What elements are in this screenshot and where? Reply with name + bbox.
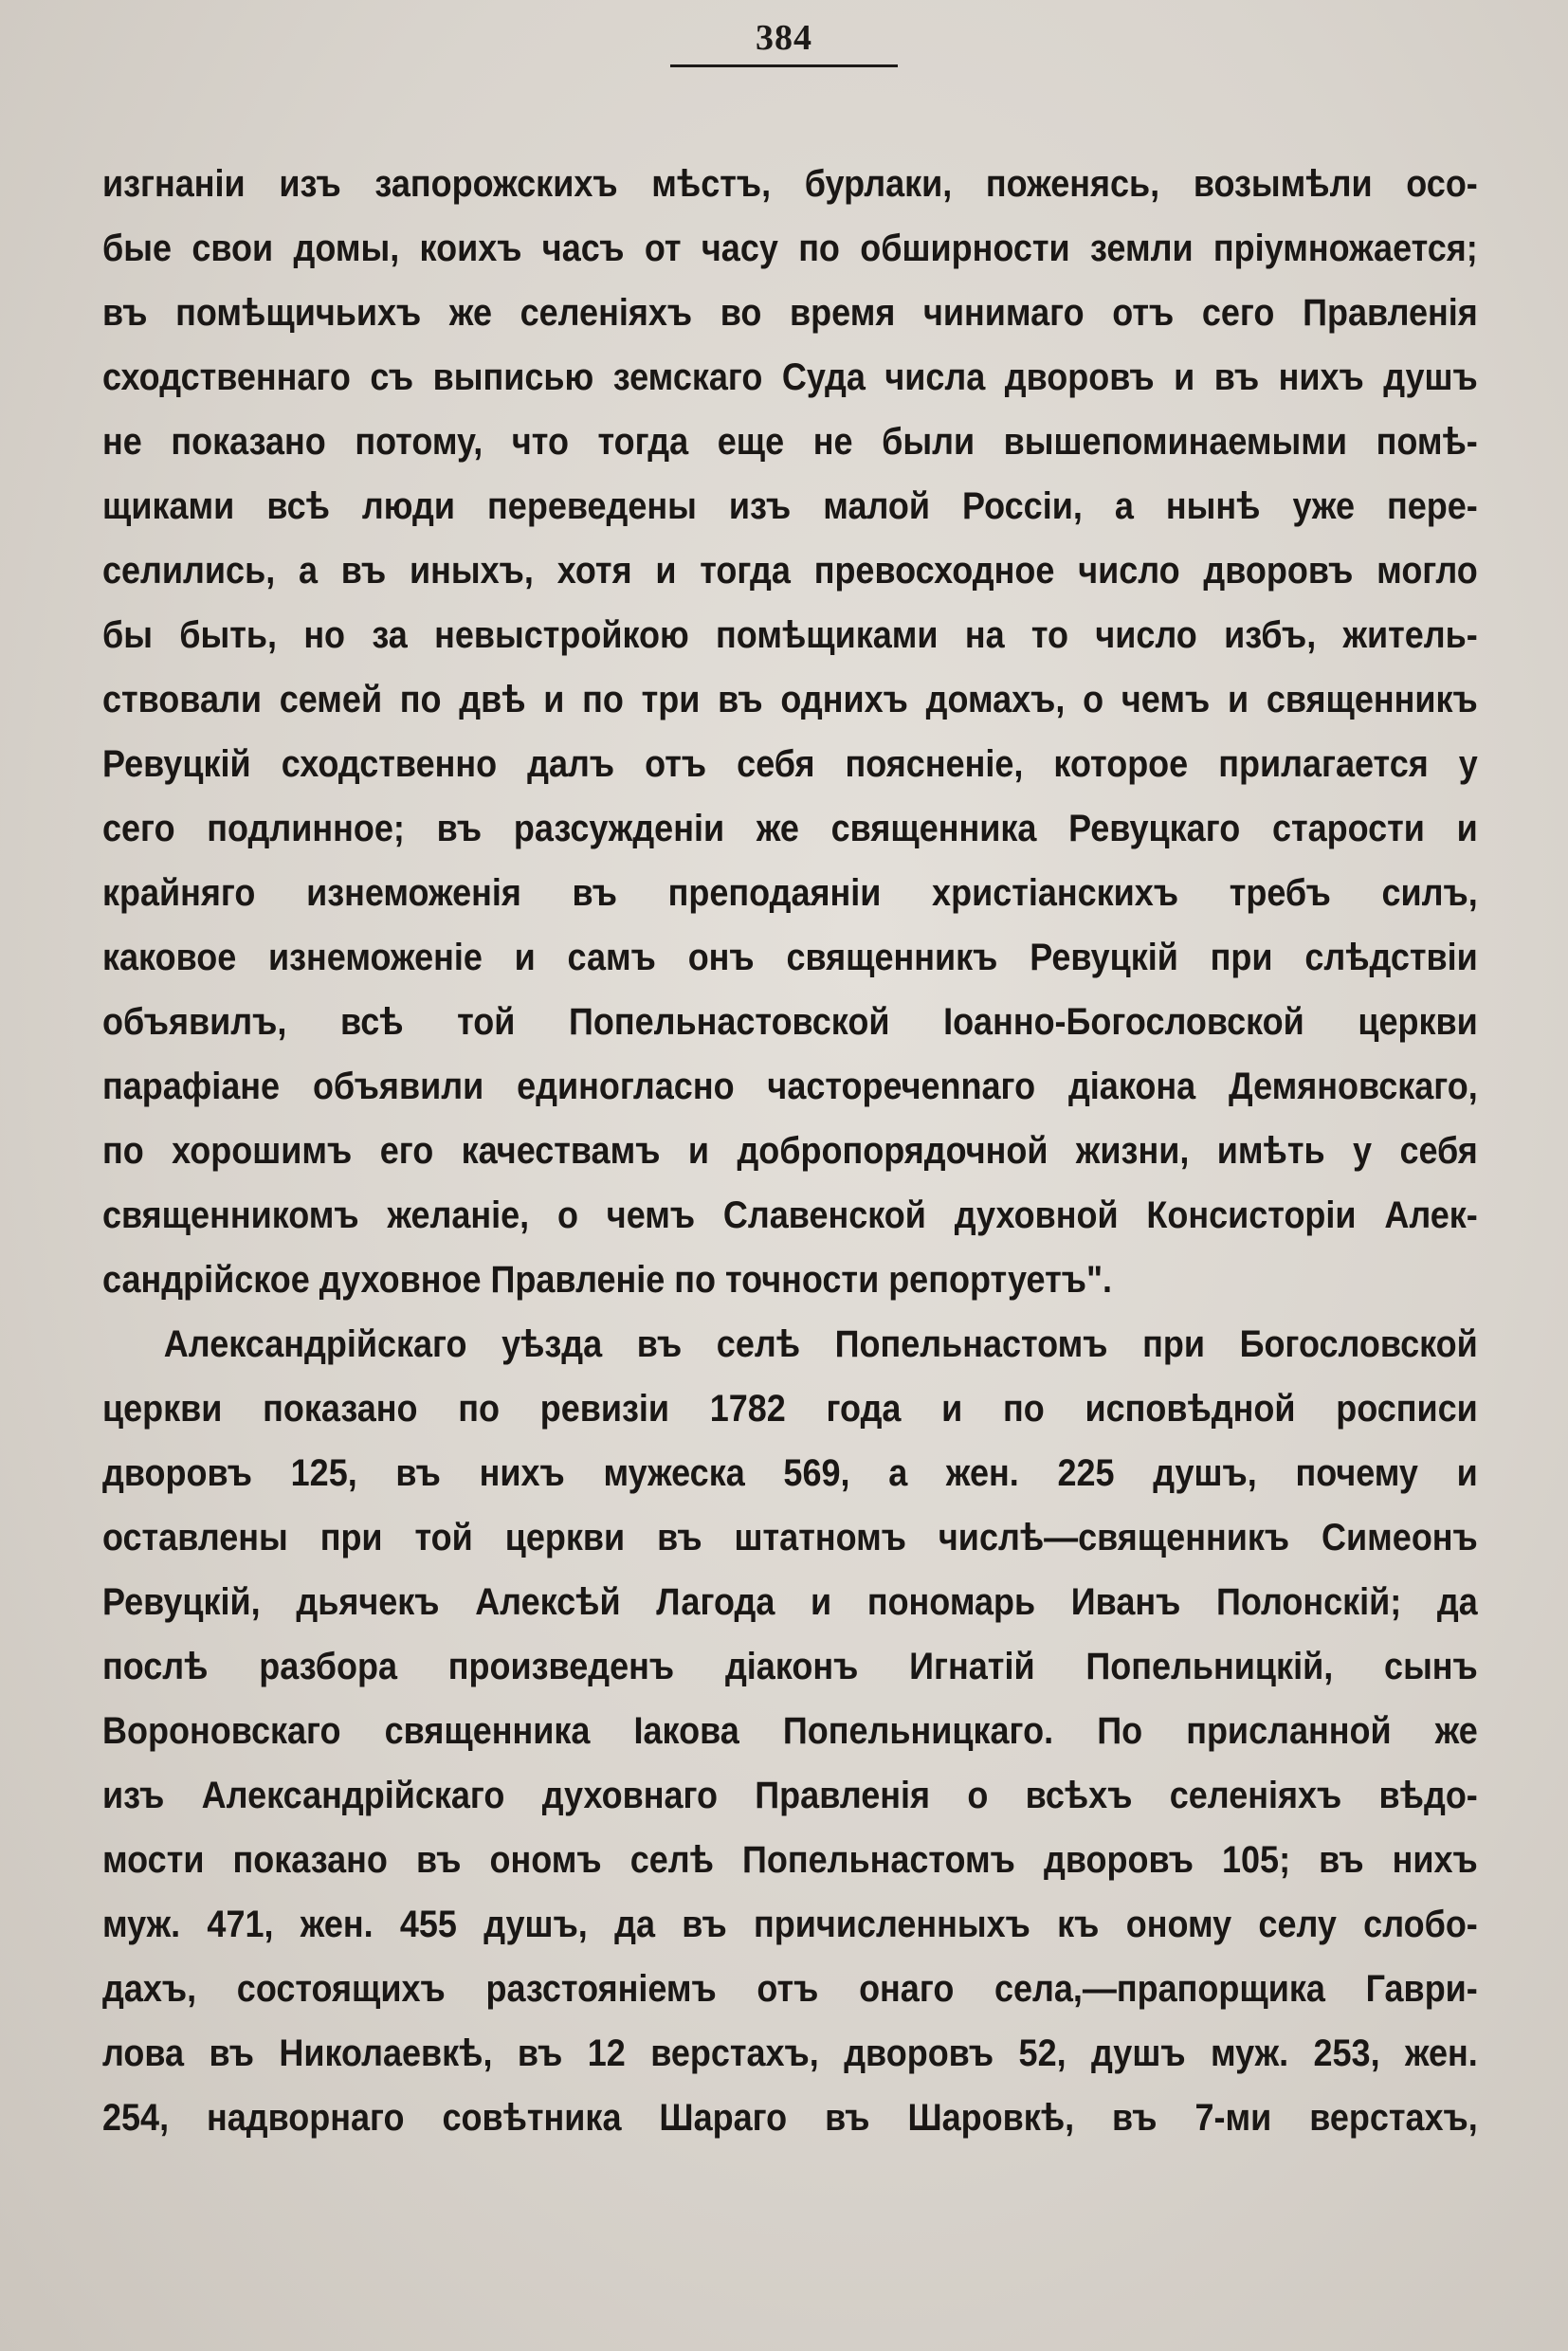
text-line: изгнаніи изъ запорожскихъ мѣстъ, бурлаки, поженясь, возымѣли осо- [102, 163, 1478, 205]
text-line: объявилъ, всѣ той Попельнастовской Іоанно-Богословской церкви [102, 1001, 1478, 1043]
text-line: сего подлинное; въ разсужденіи же священника Ревуцкаго старости и [102, 808, 1478, 849]
text-line: въ помѣщичьихъ же селеніяхъ во время чинимаго отъ сего Правленія [102, 292, 1478, 334]
text-line: крайняго изнеможенія въ преподаяніи христіанскихъ требъ силъ, [102, 872, 1478, 914]
text-line: церкви показано по ревизіи 1782 года и по исповѣдной росписи [102, 1388, 1478, 1430]
text-line: священникомъ желаніе, о чемъ Славенской духовной Консисторіи Алек- [102, 1194, 1478, 1236]
text-line: оставлены при той церкви въ штатномъ числѣ—священникъ Симеонъ [102, 1517, 1478, 1558]
text-line: не показано потому, что тогда еще не были вышепоминаемыми помѣ- [102, 421, 1478, 463]
text-line: дахъ, состоящихъ разстояніемъ отъ онаго села,—прапорщика Гаври- [102, 1968, 1478, 2010]
page-text [102, 152, 1478, 2150]
text-line: Ревуцкій сходственно далъ отъ себя поясненіе, которое прилагается у [102, 743, 1478, 785]
text-line: 254, надворнаго совѣтника Шараго въ Шаровкѣ, въ 7-ми верстахъ, [102, 2097, 1478, 2139]
text-line: муж. 471, жен. 455 душъ, да въ причисленныхъ къ оному селу слобо- [102, 1904, 1478, 1945]
text-line: каковое изнеможеніе и самъ онъ священникъ Ревуцкій при слѣдствіи [102, 937, 1478, 978]
text-line: Александрійскаго уѣзда въ селѣ Попельнастомъ при Богословской [163, 1323, 1478, 1365]
text-line: послѣ разбора произведенъ діаконъ Игнатій Попельницкій, сынъ [102, 1646, 1478, 1687]
text-line: бые свои домы, коихъ часъ от часу по обширности земли пріумножается; [102, 228, 1478, 269]
text-line: изъ Александрійскаго духовнаго Правленія о всѣхъ селеніяхъ вѣдо- [102, 1775, 1478, 1816]
text-line: сандрійское духовное Правленіе по точности репортуетъ". [102, 1259, 1113, 1301]
text-line: Ревуцкій, дьячекъ Алексѣй Лагода и пономарь Иванъ Полонскій; да [102, 1581, 1478, 1623]
text-line: щиками всѣ люди переведены изъ малой Россіи, а нынѣ уже пере- [102, 485, 1478, 527]
text-line: селились, а въ иныхъ, хотя и тогда превосходное число дворовъ могло [102, 550, 1478, 592]
text-line: ствовали семей по двѣ и по три въ однихъ домахъ, о чемъ и священникъ [102, 679, 1478, 720]
text-line: мости показано въ ономъ селѣ Попельнастомъ дворовъ 105; въ нихъ [102, 1839, 1478, 1881]
text-line: сходственнаго съ выписью земскаго Суда числа дворовъ и въ нихъ душъ [102, 356, 1478, 398]
text-line: по хорошимъ его качествамъ и добропорядочной жизни, имѣть у себя [102, 1130, 1478, 1172]
text-line: лова въ Николаевкѣ, въ 12 верстахъ, дворовъ 52, душъ муж. 253, жен. [102, 2032, 1478, 2074]
text-line: Вороновскаго священника Іакова Попельницкаго. По присланной же [102, 1710, 1478, 1752]
text-line: парафіане объявили единогласно часторечennаго діакона Демяновскаго, [102, 1066, 1478, 1107]
page-header [0, 17, 1568, 67]
text-line: дворовъ 125, въ нихъ мужеска 569, а жен. 225 душъ, почему и [102, 1452, 1478, 1494]
page-number: 384 [670, 17, 898, 67]
text-line: бы быть, но за невыстройкою помѣщиками на то число избъ, житель- [102, 614, 1478, 656]
